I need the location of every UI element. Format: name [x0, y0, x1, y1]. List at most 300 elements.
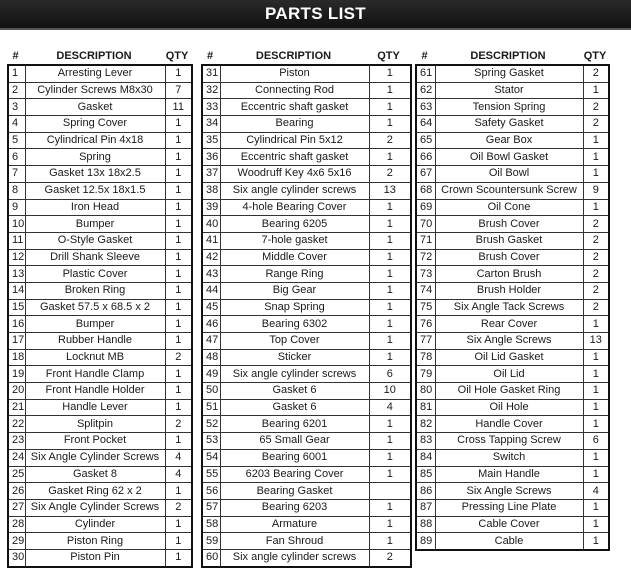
part-number: 49 — [202, 366, 220, 383]
part-qty: 1 — [369, 333, 411, 350]
part-qty: 11 — [165, 99, 192, 116]
part-number: 72 — [416, 249, 435, 266]
part-description: Gasket 8 — [25, 466, 165, 483]
header-qty: QTY — [165, 50, 189, 62]
part-description: Arresting Lever — [25, 65, 165, 82]
part-number: 36 — [202, 149, 220, 166]
header-description: DESCRIPTION — [470, 50, 546, 62]
table-row — [8, 299, 192, 316]
title-bar — [0, 0, 631, 30]
part-description: Snap Spring — [220, 299, 369, 316]
part-qty: 1 — [583, 366, 609, 383]
part-number: 84 — [416, 449, 435, 466]
table-row — [416, 399, 609, 416]
part-number: 1 — [8, 65, 25, 82]
part-number: 76 — [416, 316, 435, 333]
part-description: Bearing — [220, 116, 369, 133]
part-qty: 1 — [369, 232, 411, 249]
table-row — [202, 399, 411, 416]
part-number: 56 — [202, 483, 220, 500]
table-row — [202, 449, 411, 466]
part-description: Six Angle Tack Screws — [435, 299, 583, 316]
part-number: 33 — [202, 99, 220, 116]
part-description: Stator — [435, 82, 583, 99]
part-qty: 1 — [369, 99, 411, 116]
parts-block-3 — [415, 48, 610, 551]
part-qty: 1 — [583, 82, 609, 99]
table-row — [416, 149, 609, 166]
table-row — [8, 116, 192, 133]
part-description: Switch — [435, 449, 583, 466]
part-qty: 1 — [583, 449, 609, 466]
part-description: Broken Ring — [25, 282, 165, 299]
part-number: 7 — [8, 166, 25, 183]
part-qty: 2 — [583, 116, 609, 133]
part-qty: 1 — [165, 232, 192, 249]
part-qty: 4 — [165, 466, 192, 483]
part-number: 8 — [8, 182, 25, 199]
part-number: 52 — [202, 416, 220, 433]
part-qty: 1 — [583, 499, 609, 516]
table-row — [416, 483, 609, 500]
part-qty: 1 — [369, 466, 411, 483]
part-description: Oil Lid — [435, 366, 583, 383]
table-row — [202, 483, 411, 500]
part-qty: 1 — [369, 299, 411, 316]
part-qty: 10 — [369, 383, 411, 400]
part-number: 18 — [8, 349, 25, 366]
part-description: Top Cover — [220, 333, 369, 350]
table-body — [416, 65, 609, 550]
table-row — [8, 499, 192, 516]
part-number: 2 — [8, 82, 25, 99]
part-qty: 6 — [369, 366, 411, 383]
part-description: Tension Spring — [435, 99, 583, 116]
part-description: Plastic Cover — [25, 266, 165, 283]
part-description: Rear Cover — [435, 316, 583, 333]
table-row — [416, 166, 609, 183]
table-row — [416, 82, 609, 99]
part-number: 74 — [416, 282, 435, 299]
part-qty: 2 — [583, 65, 609, 82]
part-description: Gear Box — [435, 132, 583, 149]
header-number: # — [12, 50, 19, 62]
part-qty: 4 — [165, 449, 192, 466]
part-qty: 2 — [369, 166, 411, 183]
part-description: 4-hole Bearing Cover — [220, 199, 369, 216]
part-number: 9 — [8, 199, 25, 216]
part-description: Piston Ring — [25, 533, 165, 550]
part-description: Safety Gasket — [435, 116, 583, 133]
table-row — [202, 116, 411, 133]
part-number: 20 — [8, 383, 25, 400]
part-qty: 2 — [165, 416, 192, 433]
part-number: 71 — [416, 232, 435, 249]
part-qty: 1 — [583, 132, 609, 149]
part-description: Carton Brush — [435, 266, 583, 283]
part-number: 61 — [416, 65, 435, 82]
table-row — [8, 399, 192, 416]
part-description: Fan Shroud — [220, 533, 369, 550]
part-qty: 1 — [165, 132, 192, 149]
part-number: 89 — [416, 533, 435, 550]
part-description: Eccentric shaft gasket — [220, 99, 369, 116]
part-qty: 1 — [369, 349, 411, 366]
part-number: 75 — [416, 299, 435, 316]
part-description: Bumper — [25, 316, 165, 333]
part-number: 68 — [416, 182, 435, 199]
part-qty: 6 — [583, 433, 609, 450]
part-number: 5 — [8, 132, 25, 149]
part-number: 87 — [416, 499, 435, 516]
part-qty: 1 — [369, 282, 411, 299]
part-qty: 1 — [165, 533, 192, 550]
part-qty: 1 — [165, 266, 192, 283]
part-description: Front Handle Clamp — [25, 366, 165, 383]
table-row — [8, 99, 192, 116]
part-number: 40 — [202, 216, 220, 233]
part-qty: 1 — [165, 483, 192, 500]
part-number: 41 — [202, 232, 220, 249]
part-qty: 1 — [165, 333, 192, 350]
part-description: Gasket 6 — [220, 399, 369, 416]
part-number: 80 — [416, 383, 435, 400]
part-number: 70 — [416, 216, 435, 233]
part-number: 55 — [202, 466, 220, 483]
part-qty: 4 — [583, 483, 609, 500]
part-description: Gasket 57.5 x 68.5 x 2 — [25, 299, 165, 316]
part-description: Six angle cylinder screws — [220, 549, 369, 566]
table-row — [416, 266, 609, 283]
part-description: Six Angle Cylinder Screws — [25, 499, 165, 516]
part-qty: 1 — [369, 449, 411, 466]
table-row — [8, 449, 192, 466]
part-number: 63 — [416, 99, 435, 116]
part-number: 67 — [416, 166, 435, 183]
part-number: 48 — [202, 349, 220, 366]
part-number: 16 — [8, 316, 25, 333]
part-qty: 13 — [583, 333, 609, 350]
part-number: 11 — [8, 232, 25, 249]
part-description: Oil Cone — [435, 199, 583, 216]
column-headers — [415, 48, 610, 64]
part-description: Cross Tapping Screw — [435, 433, 583, 450]
part-number: 62 — [416, 82, 435, 99]
part-description: Iron Head — [25, 199, 165, 216]
part-number: 6 — [8, 149, 25, 166]
table-row — [8, 383, 192, 400]
table-row — [8, 416, 192, 433]
part-number: 15 — [8, 299, 25, 316]
part-qty: 1 — [369, 416, 411, 433]
table-row — [8, 232, 192, 249]
part-number: 21 — [8, 399, 25, 416]
part-qty: 1 — [369, 266, 411, 283]
part-qty: 1 — [165, 166, 192, 183]
page-title: PARTS LIST — [265, 4, 366, 23]
part-number: 73 — [416, 266, 435, 283]
table-row — [416, 433, 609, 450]
part-qty: 7 — [165, 82, 192, 99]
table-row — [416, 516, 609, 533]
part-description: Range Ring — [220, 266, 369, 283]
part-number: 4 — [8, 116, 25, 133]
header-number: # — [206, 50, 214, 62]
part-qty: 1 — [165, 149, 192, 166]
part-qty: 2 — [583, 282, 609, 299]
part-number: 35 — [202, 132, 220, 149]
table-row — [416, 65, 609, 82]
part-qty: 1 — [165, 316, 192, 333]
part-description: Spring Cover — [25, 116, 165, 133]
part-qty: 2 — [583, 299, 609, 316]
table-row — [416, 466, 609, 483]
part-description: 6203 Bearing Cover — [220, 466, 369, 483]
part-number: 19 — [8, 366, 25, 383]
part-number: 78 — [416, 349, 435, 366]
part-qty: 1 — [583, 199, 609, 216]
table-row — [202, 499, 411, 516]
part-number: 83 — [416, 433, 435, 450]
part-description: Brush Holder — [435, 282, 583, 299]
table-row — [202, 549, 411, 566]
part-description: Six Angle Screws — [435, 483, 583, 500]
part-description: Gasket 6 — [220, 383, 369, 400]
table-row — [202, 216, 411, 233]
table-row — [8, 316, 192, 333]
part-number: 82 — [416, 416, 435, 433]
part-description: Locknut MB — [25, 349, 165, 366]
parts-block-1 — [7, 48, 193, 568]
part-description: Six Angle Cylinder Screws — [25, 449, 165, 466]
part-description: Piston Pin — [25, 549, 165, 566]
part-number: 24 — [8, 449, 25, 466]
table-row — [8, 166, 192, 183]
table-row — [8, 549, 192, 566]
part-qty: 2 — [583, 99, 609, 116]
part-description: Gasket Ring 62 x 2 — [25, 483, 165, 500]
column-headers — [7, 48, 193, 64]
part-qty: 1 — [165, 433, 192, 450]
part-number: 88 — [416, 516, 435, 533]
part-number: 17 — [8, 333, 25, 350]
part-number: 69 — [416, 199, 435, 216]
part-number: 57 — [202, 499, 220, 516]
part-description: Handle Lever — [25, 399, 165, 416]
table-row — [202, 99, 411, 116]
table-row — [202, 149, 411, 166]
part-description: Oil Hole Gasket Ring — [435, 383, 583, 400]
part-description: Brush Cover — [435, 249, 583, 266]
part-number: 12 — [8, 249, 25, 266]
table-row — [8, 266, 192, 283]
part-qty: 1 — [369, 499, 411, 516]
part-description: Cylinder Screws M8x30 — [25, 82, 165, 99]
table-row — [202, 433, 411, 450]
part-number: 81 — [416, 399, 435, 416]
table-row — [202, 416, 411, 433]
part-description: Pressing Line Plate — [435, 499, 583, 516]
part-description: Sticker — [220, 349, 369, 366]
table-body — [8, 65, 192, 567]
part-description: Main Handle — [435, 466, 583, 483]
part-qty: 4 — [369, 399, 411, 416]
part-qty: 2 — [583, 266, 609, 283]
part-number: 32 — [202, 82, 220, 99]
part-qty: 1 — [165, 216, 192, 233]
part-number: 58 — [202, 516, 220, 533]
part-description: Brush Cover — [435, 216, 583, 233]
part-qty: 2 — [583, 249, 609, 266]
part-qty: 1 — [369, 116, 411, 133]
part-number: 25 — [8, 466, 25, 483]
table-row — [416, 499, 609, 516]
part-number: 29 — [8, 533, 25, 550]
part-qty: 1 — [369, 82, 411, 99]
parts-table-2 — [201, 64, 412, 568]
table-row — [202, 82, 411, 99]
column-headers — [201, 48, 412, 64]
part-qty: 1 — [165, 549, 192, 566]
parts-table-1 — [7, 64, 193, 568]
table-row — [416, 182, 609, 199]
part-qty: 1 — [165, 516, 192, 533]
part-qty: 1 — [583, 416, 609, 433]
part-number: 79 — [416, 366, 435, 383]
part-description: Crown Scountersunk Screw — [435, 182, 583, 199]
part-number: 28 — [8, 516, 25, 533]
part-description: Gasket — [25, 99, 165, 116]
table-row — [202, 132, 411, 149]
part-number: 22 — [8, 416, 25, 433]
part-qty: 2 — [165, 499, 192, 516]
table-row — [202, 366, 411, 383]
part-number: 30 — [8, 549, 25, 566]
table-row — [202, 383, 411, 400]
part-number: 3 — [8, 99, 25, 116]
part-description: Brush Gasket — [435, 232, 583, 249]
table-row — [416, 99, 609, 116]
header-description: DESCRIPTION — [255, 50, 332, 62]
table-row — [202, 232, 411, 249]
part-number: 38 — [202, 182, 220, 199]
part-qty: 1 — [165, 199, 192, 216]
part-qty: 1 — [583, 399, 609, 416]
part-number: 59 — [202, 533, 220, 550]
part-description: Six angle cylinder screws — [220, 182, 369, 199]
table-row — [202, 316, 411, 333]
table-row — [416, 249, 609, 266]
table-row — [202, 182, 411, 199]
table-row — [416, 132, 609, 149]
part-number: 47 — [202, 333, 220, 350]
part-number: 44 — [202, 282, 220, 299]
table-row — [8, 65, 192, 82]
table-row — [416, 449, 609, 466]
part-description: Bearing 6001 — [220, 449, 369, 466]
parts-block-2 — [201, 48, 412, 568]
table-row — [8, 82, 192, 99]
part-number: 26 — [8, 483, 25, 500]
part-description: Bearing 6205 — [220, 216, 369, 233]
header-qty: QTY — [583, 50, 607, 62]
table-row — [202, 199, 411, 216]
part-number: 14 — [8, 282, 25, 299]
part-number: 34 — [202, 116, 220, 133]
part-description: Rubber Handle — [25, 333, 165, 350]
part-description: Six Angle Screws — [435, 333, 583, 350]
part-qty: 1 — [583, 166, 609, 183]
part-description: Oil Bowl Gasket — [435, 149, 583, 166]
part-qty: 1 — [369, 199, 411, 216]
table-row — [202, 249, 411, 266]
part-description: Spring Gasket — [435, 65, 583, 82]
table-row — [202, 533, 411, 550]
part-description: Gasket 13x 18x2.5 — [25, 166, 165, 183]
table-row — [416, 216, 609, 233]
table-row — [416, 383, 609, 400]
part-qty: 1 — [369, 249, 411, 266]
part-qty: 1 — [165, 399, 192, 416]
part-qty: 1 — [583, 149, 609, 166]
part-number: 27 — [8, 499, 25, 516]
table-row — [202, 349, 411, 366]
table-row — [416, 316, 609, 333]
part-number: 45 — [202, 299, 220, 316]
part-description: Bumper — [25, 216, 165, 233]
table-row — [416, 349, 609, 366]
table-row — [202, 466, 411, 483]
part-qty: 2 — [369, 549, 411, 566]
part-qty: 1 — [369, 433, 411, 450]
part-description: Front Pocket — [25, 433, 165, 450]
part-description: Piston — [220, 65, 369, 82]
table-row — [8, 199, 192, 216]
part-qty: 1 — [165, 116, 192, 133]
part-number: 10 — [8, 216, 25, 233]
table-row — [8, 349, 192, 366]
parts-table-3 — [415, 64, 610, 551]
table-row — [202, 282, 411, 299]
table-row — [202, 166, 411, 183]
part-number: 51 — [202, 399, 220, 416]
table-body — [202, 65, 411, 567]
part-qty — [369, 483, 411, 500]
table-row — [202, 299, 411, 316]
table-row — [8, 216, 192, 233]
part-qty: 1 — [165, 282, 192, 299]
part-number: 77 — [416, 333, 435, 350]
table-row — [202, 266, 411, 283]
part-description: Bearing 6203 — [220, 499, 369, 516]
part-description: Woodruff Key 4x6 5x16 — [220, 166, 369, 183]
part-number: 65 — [416, 132, 435, 149]
table-row — [8, 182, 192, 199]
header-qty: QTY — [377, 50, 400, 62]
part-number: 54 — [202, 449, 220, 466]
table-row — [8, 149, 192, 166]
part-number: 37 — [202, 166, 220, 183]
part-description: Cable Cover — [435, 516, 583, 533]
part-qty: 2 — [165, 349, 192, 366]
part-number: 43 — [202, 266, 220, 283]
table-row — [8, 282, 192, 299]
part-qty: 1 — [165, 65, 192, 82]
part-qty: 1 — [583, 533, 609, 550]
table-row — [416, 533, 609, 550]
header-number: # — [421, 50, 428, 62]
part-qty: 1 — [583, 349, 609, 366]
